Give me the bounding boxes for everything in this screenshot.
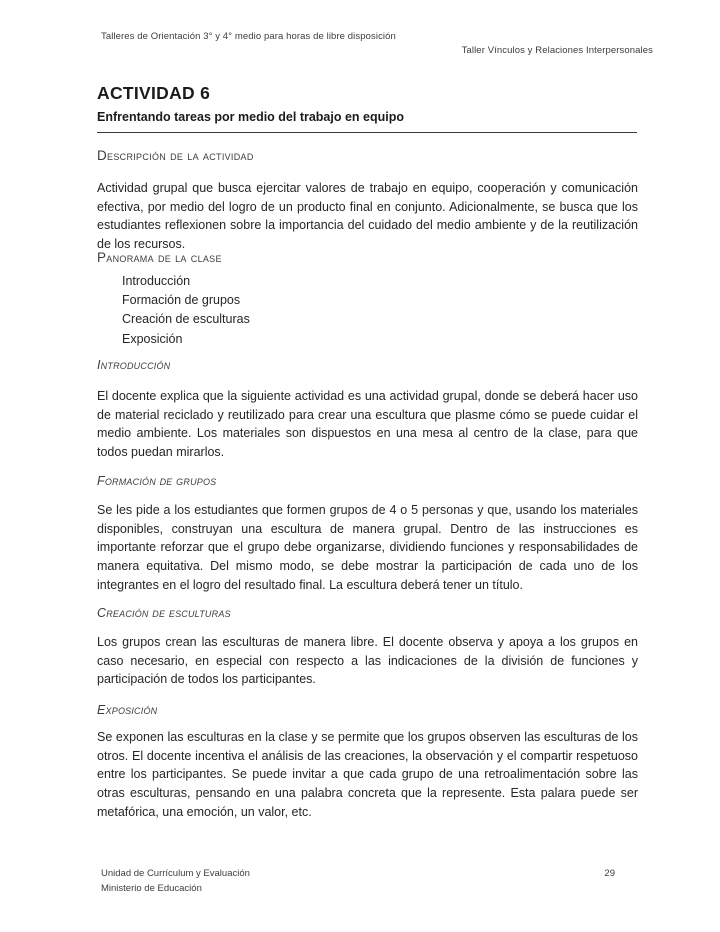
subsection-heading-creacion: Creación de esculturas [97, 606, 231, 620]
list-item: Creación de esculturas [122, 312, 250, 327]
subsection-heading-exposicion: Exposición [97, 703, 158, 717]
paragraph-creacion: Los grupos crean las esculturas de manera libre. El docente observa y apoya a los grupos en caso necesario, en especial con respecto a las indicaciones de la división de funciones y participación de todos los participantes. [97, 635, 638, 687]
paragraph-formacion: Se les pide a los estudiantes que formen grupos de 4 o 5 personas y que, usando los materiales disponibles, construyan una escultura de manera grupal. Dentro de las instrucciones es importante reforzar que el grupo debe organizarse, dividiendo funciones y responsabilidades de manera equitativa. Del mismo modo, se debe mostrar la participación de cada uno de los integrantes en el logro del resultado final. La escultura deberá tener un título. [97, 503, 638, 592]
section-heading-descripcion: Descripción de la actividad [97, 148, 254, 163]
list-item: Exposición [122, 331, 183, 346]
header-running-title: Talleres de Orientación 3° y 4° medio para horas de libre disposición [101, 31, 396, 42]
activity-subtitle: Enfrentando tareas por medio del trabajo en equipo [97, 110, 404, 124]
paragraph-exposicion: Se exponen las esculturas en la clase y se permite que los grupos observen las esculturas de los otros. El docente incentiva el análisis de las creaciones, la observación y el compartir respetuoso entre los participantes. Se puede invitar a que cada grupo de una retroalimentación sobre las otras esculturas, pensando en una palabra concreta que la represente. Esta palara puede ser metafórica, una emoción, un valor, etc. [97, 730, 638, 819]
footer-ministry: Ministerio de Educación [101, 883, 202, 894]
header-workshop-title: Taller Vínculos y Relaciones Interpersonales [461, 45, 653, 56]
paragraph-introduccion: El docente explica que la siguiente actividad es una actividad grupal, donde se deberá hacer uso de material reciclado y reutilizado para crear una escultura que plasme cómo se puede cuidar el medio ambiente. Los materiales son dispuestos en una mesa al centro de la clase, para que todos puedan mirarlos. [97, 389, 638, 460]
section-heading-panorama: Panorama de la clase [97, 250, 222, 265]
footer [101, 866, 250, 896]
page-number: 29 [604, 868, 615, 879]
subsection-heading-formacion: Formación de grupos [97, 474, 217, 488]
subsection-heading-introduccion: Introducción [97, 358, 171, 372]
list-item: Introducción [122, 274, 191, 288]
activity-title: ACTIVIDAD 6 [97, 83, 211, 103]
title-divider [97, 132, 637, 133]
footer-unit: Unidad de Currículum y Evaluación [101, 868, 250, 879]
paragraph-descripcion: Actividad grupal que busca ejercitar valores de trabajo en equipo, cooperación y comunicación efectiva, por medio del logro de un producto final en conjunto. Adicionalmente, se busca que los estudiantes reflexionen sobre la importancia del cuidado del medio ambiente y de la reutilización de los recursos. [97, 181, 638, 252]
list-item: Formación de grupos [122, 293, 241, 308]
class-overview-list [122, 272, 250, 349]
